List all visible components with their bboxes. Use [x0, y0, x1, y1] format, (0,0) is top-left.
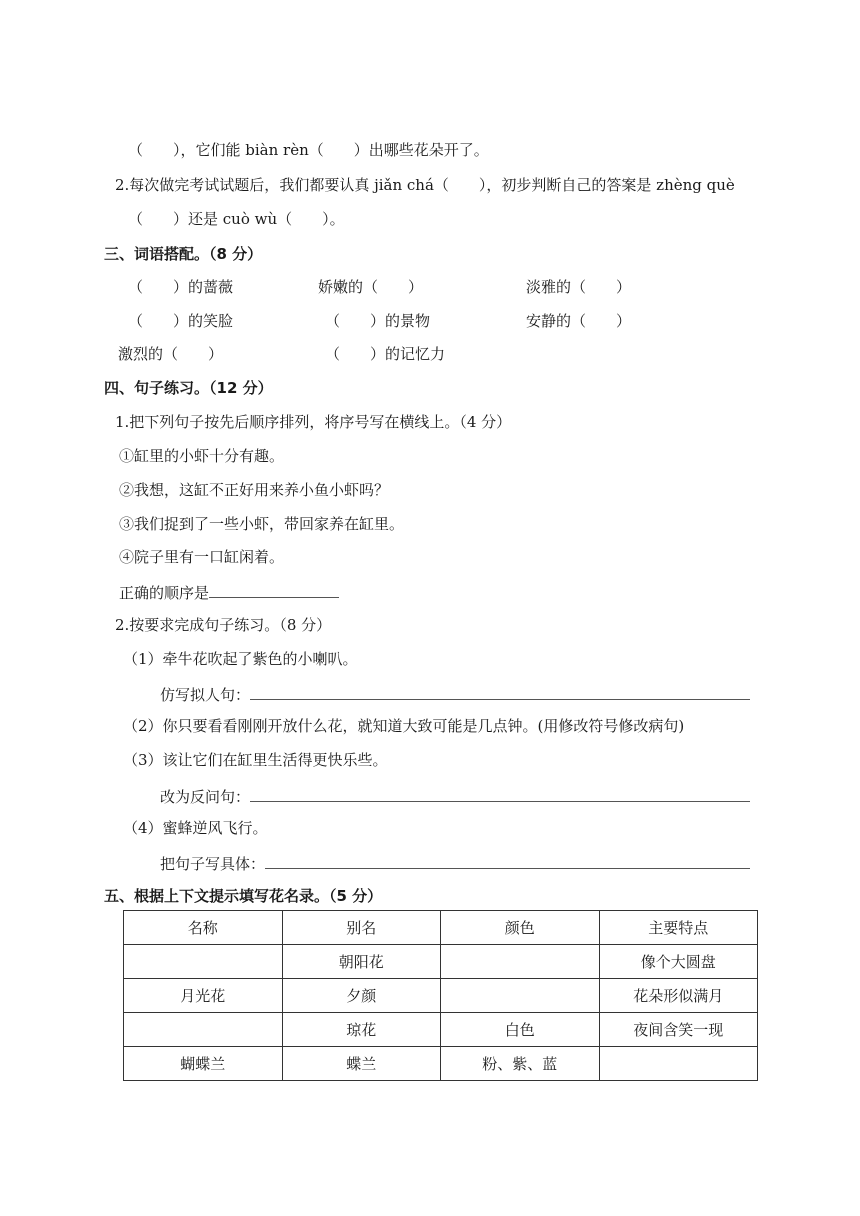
pinyin-question-2: 2.每次做完考试试题后，我们都要认真 jiǎn chá（ ），初步判断自己的答案是 zhèng què	[115, 176, 735, 194]
sub-question-3: （3）该让它们在缸里生活得更快乐些。	[123, 751, 388, 769]
sentence-3: ③我们捉到了一些小虾，带回家养在缸里。	[119, 515, 405, 533]
question-4-1: 1.把下列句子按先后顺序排列，将序号写在横线上。（4 分）	[115, 413, 512, 431]
table-cell[interactable]	[441, 945, 600, 979]
match-item-7: 激烈的（ ）	[118, 345, 224, 363]
concrete-row	[160, 852, 750, 874]
table-row	[124, 979, 758, 1013]
match-item-4: （ ）的笑脸	[128, 312, 234, 330]
sentence-1: ①缸里的小虾十分有趣。	[119, 447, 285, 465]
section-3-heading: 三、词语搭配。（8 分）	[104, 245, 263, 263]
table-cell[interactable]	[599, 1047, 758, 1081]
concrete-label: 把句子写具体：	[160, 855, 266, 873]
table-cell: 蝶兰	[282, 1047, 441, 1081]
table-row	[124, 945, 758, 979]
table-row	[124, 1047, 758, 1081]
table-cell: 白色	[441, 1013, 600, 1047]
sentence-2: ②我想，这缸不正好用来养小鱼小虾吗？	[119, 481, 390, 499]
table-cell: 月光花	[124, 979, 283, 1013]
sub-question-4: （4）蜜蜂逆风飞行。	[123, 819, 268, 837]
table-cell: 夕颜	[282, 979, 441, 1013]
table-cell[interactable]	[124, 945, 283, 979]
table-cell[interactable]	[124, 1013, 283, 1047]
section-4-heading: 四、句子练习。（12 分）	[104, 379, 273, 397]
table-cell: 粉、紫、蓝	[441, 1047, 600, 1081]
match-item-1: （ ）的蔷薇	[128, 278, 234, 296]
section-5-heading: 五、根据上下文提示填写花名录。（5 分）	[104, 887, 383, 905]
pinyin-line-1: （ ），它们能 biàn rèn（ ）出哪些花朵开了。	[128, 141, 489, 159]
match-item-8: （ ）的记忆力	[325, 345, 446, 363]
personification-label: 仿写拟人句：	[160, 686, 251, 704]
table-header-row	[124, 911, 758, 945]
table-cell: 像个大圆盘	[599, 945, 758, 979]
sub-question-2: （2）你只要看看刚刚开放什么花，就知道大致可能是几点钟。(用修改符号修改病句)	[123, 717, 685, 735]
match-item-2: 娇嫩的（ ）	[318, 278, 424, 296]
sub-question-1: （1）牵牛花吹起了紫色的小喇叭。	[123, 650, 358, 668]
order-label: 正确的顺序是	[119, 584, 210, 602]
question-4-2: 2.按要求完成句子练习。（8 分）	[115, 616, 332, 634]
order-answer-blank[interactable]	[209, 581, 339, 598]
header-color: 颜色	[441, 911, 600, 945]
order-answer-row	[119, 581, 339, 603]
match-item-3: 淡雅的（ ）	[526, 278, 632, 296]
table-cell: 花朵形似满月	[599, 979, 758, 1013]
sentence-4: ④院子里有一口缸闲着。	[119, 548, 285, 566]
header-alias: 别名	[282, 911, 441, 945]
rhetorical-label: 改为反问句：	[160, 788, 251, 806]
table-row	[124, 1013, 758, 1047]
match-item-5: （ ）的景物	[325, 312, 431, 330]
personification-row	[160, 683, 750, 705]
header-name: 名称	[124, 911, 283, 945]
flower-table	[123, 910, 758, 1081]
table-cell: 朝阳花	[282, 945, 441, 979]
rhetorical-row	[160, 785, 750, 807]
concrete-blank[interactable]	[265, 852, 750, 869]
rhetorical-blank[interactable]	[250, 785, 750, 802]
table-cell: 蝴蝶兰	[124, 1047, 283, 1081]
personification-blank[interactable]	[250, 683, 750, 700]
match-item-6: 安静的（ ）	[526, 312, 632, 330]
table-cell: 夜间含笑一现	[599, 1013, 758, 1047]
header-feature: 主要特点	[599, 911, 758, 945]
table-cell[interactable]	[441, 979, 600, 1013]
pinyin-line-3: （ ）还是 cuò wù（ ）。	[128, 210, 345, 228]
table-cell: 琼花	[282, 1013, 441, 1047]
